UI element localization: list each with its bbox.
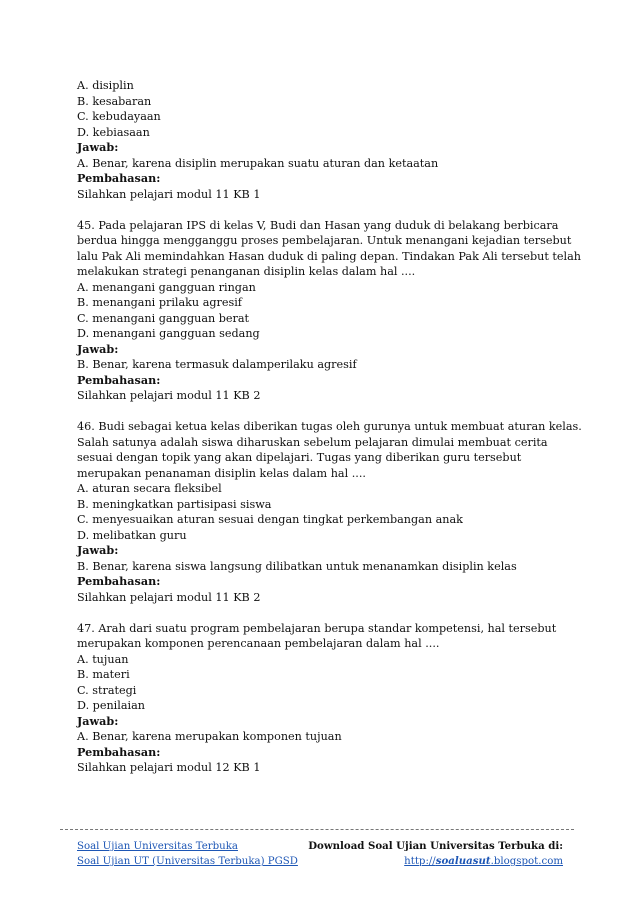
spacer	[77, 605, 567, 621]
question-44-tail	[77, 78, 567, 202]
option-a: A. tujuan	[77, 652, 129, 666]
answer-text: B. Benar, karena termasuk dalamperilaku agresif	[77, 358, 357, 371]
question-text-line: merupakan penanaman disiplin kelas dalam hal ....	[77, 466, 366, 480]
discussion-label: Pembahasan:	[77, 574, 161, 588]
option-c: C. strategi	[77, 683, 137, 697]
option-d: D. kebiasaan	[77, 125, 150, 139]
answer-text: B. Benar, karena siswa langsung dilibatkan untuk menanamkan disiplin kelas	[77, 559, 517, 573]
question-text-line: sesuai dengan topik yang akan dipelajari. Tugas yang diberikan guru tersebut	[77, 451, 522, 464]
option-c: C. menyesuaikan aturan sesuai dengan tingkat perkembangan anak	[77, 513, 463, 526]
footer-link-soal-ujian-ut[interactable]: Soal Ujian Universitas Terbuka	[77, 841, 238, 852]
option-a: A. menangani gangguan ringan	[77, 280, 256, 294]
footer-blog-link[interactable]	[404, 854, 563, 869]
discussion-label: Pembahasan:	[77, 372, 161, 387]
option-b: B. materi	[77, 668, 130, 681]
option-c: C. kebudayaan	[77, 110, 161, 123]
answer-label: Jawab:	[77, 341, 119, 356]
footer-blog-prefix: http://	[404, 856, 436, 867]
discussion-text: Silahkan pelajari modul 11 KB 2	[77, 590, 261, 604]
option-a: A. disiplin	[77, 79, 134, 92]
document-body	[77, 78, 582, 776]
question-text-line: 46. Budi sebagai ketua kelas diberikan tugas oleh gurunya untuk membuat aturan kelas.	[77, 420, 582, 433]
answer-label: Jawab:	[77, 713, 119, 728]
question-text-line: berdua hingga mengganggu proses pembelajaran. Untuk menangani kejadian tersebut	[77, 234, 572, 247]
question-text-line: 45. Pada pelajaran IPS di kelas V, Budi dan Hasan yang duduk di belakang berbicara	[77, 218, 559, 232]
option-d: D. melibatkan guru	[77, 528, 187, 542]
spacer	[77, 202, 567, 218]
discussion-text: Silahkan pelajari modul 12 KB 1	[77, 761, 261, 774]
question-text-line: merupakan komponen perencanaan pembelajaran dalam hal ....	[77, 637, 440, 650]
question-text-line: melakukan strategi penanganan disiplin kelas dalam hal ....	[77, 265, 416, 278]
page-footer	[77, 839, 563, 869]
question-text-line: Salah satunya adalah siswa diharuskan sebelum pelajaran dimulai membuat cerita	[77, 435, 548, 449]
answer-label: Jawab:	[77, 543, 119, 557]
discussion-label: Pembahasan:	[77, 744, 161, 759]
spacer	[77, 404, 567, 420]
option-d: D. menangani gangguan sedang	[77, 327, 260, 340]
question-46	[77, 419, 582, 605]
footer-link-soal-ujian-pgsd[interactable]: Soal Ujian UT (Universitas Terbuka) PGSD	[77, 856, 298, 867]
answer-text: A. Benar, karena disiplin merupakan suatu aturan dan ketaatan	[77, 156, 439, 170]
option-b: B. menangani prilaku agresif	[77, 296, 242, 309]
answer-label: Jawab:	[77, 140, 119, 154]
footer-blog-site: soaluasut	[435, 855, 491, 867]
option-c: C. menangani gangguan berat	[77, 311, 250, 325]
question-45	[77, 218, 582, 404]
footer-divider	[60, 829, 574, 830]
footer-blog-suffix: .blogspot.com	[490, 856, 563, 867]
option-b: B. meningkatkan partisipasi siswa	[77, 497, 272, 511]
discussion-label: Pembahasan:	[77, 171, 161, 185]
option-b: B. kesabaran	[77, 94, 152, 108]
option-a: A. aturan secara fleksibel	[77, 482, 222, 495]
discussion-text: Silahkan pelajari modul 11 KB 1	[77, 187, 261, 201]
question-47	[77, 621, 567, 776]
footer-download-text: Download Soal Ujian Universitas Terbuka di:	[308, 840, 563, 852]
option-d: D. penilaian	[77, 699, 145, 712]
discussion-text: Silahkan pelajari modul 11 KB 2	[77, 389, 261, 402]
answer-text: A. Benar, karena merupakan komponen tujuan	[77, 730, 342, 743]
question-text-line: lalu Pak Ali memindahkan Hasan duduk di paling depan. Tindakan Pak Ali tersebut telah	[77, 249, 582, 263]
question-text-line: 47. Arah dari suatu program pembelajaran berupa standar kompetensi, hal tersebut	[77, 621, 557, 635]
